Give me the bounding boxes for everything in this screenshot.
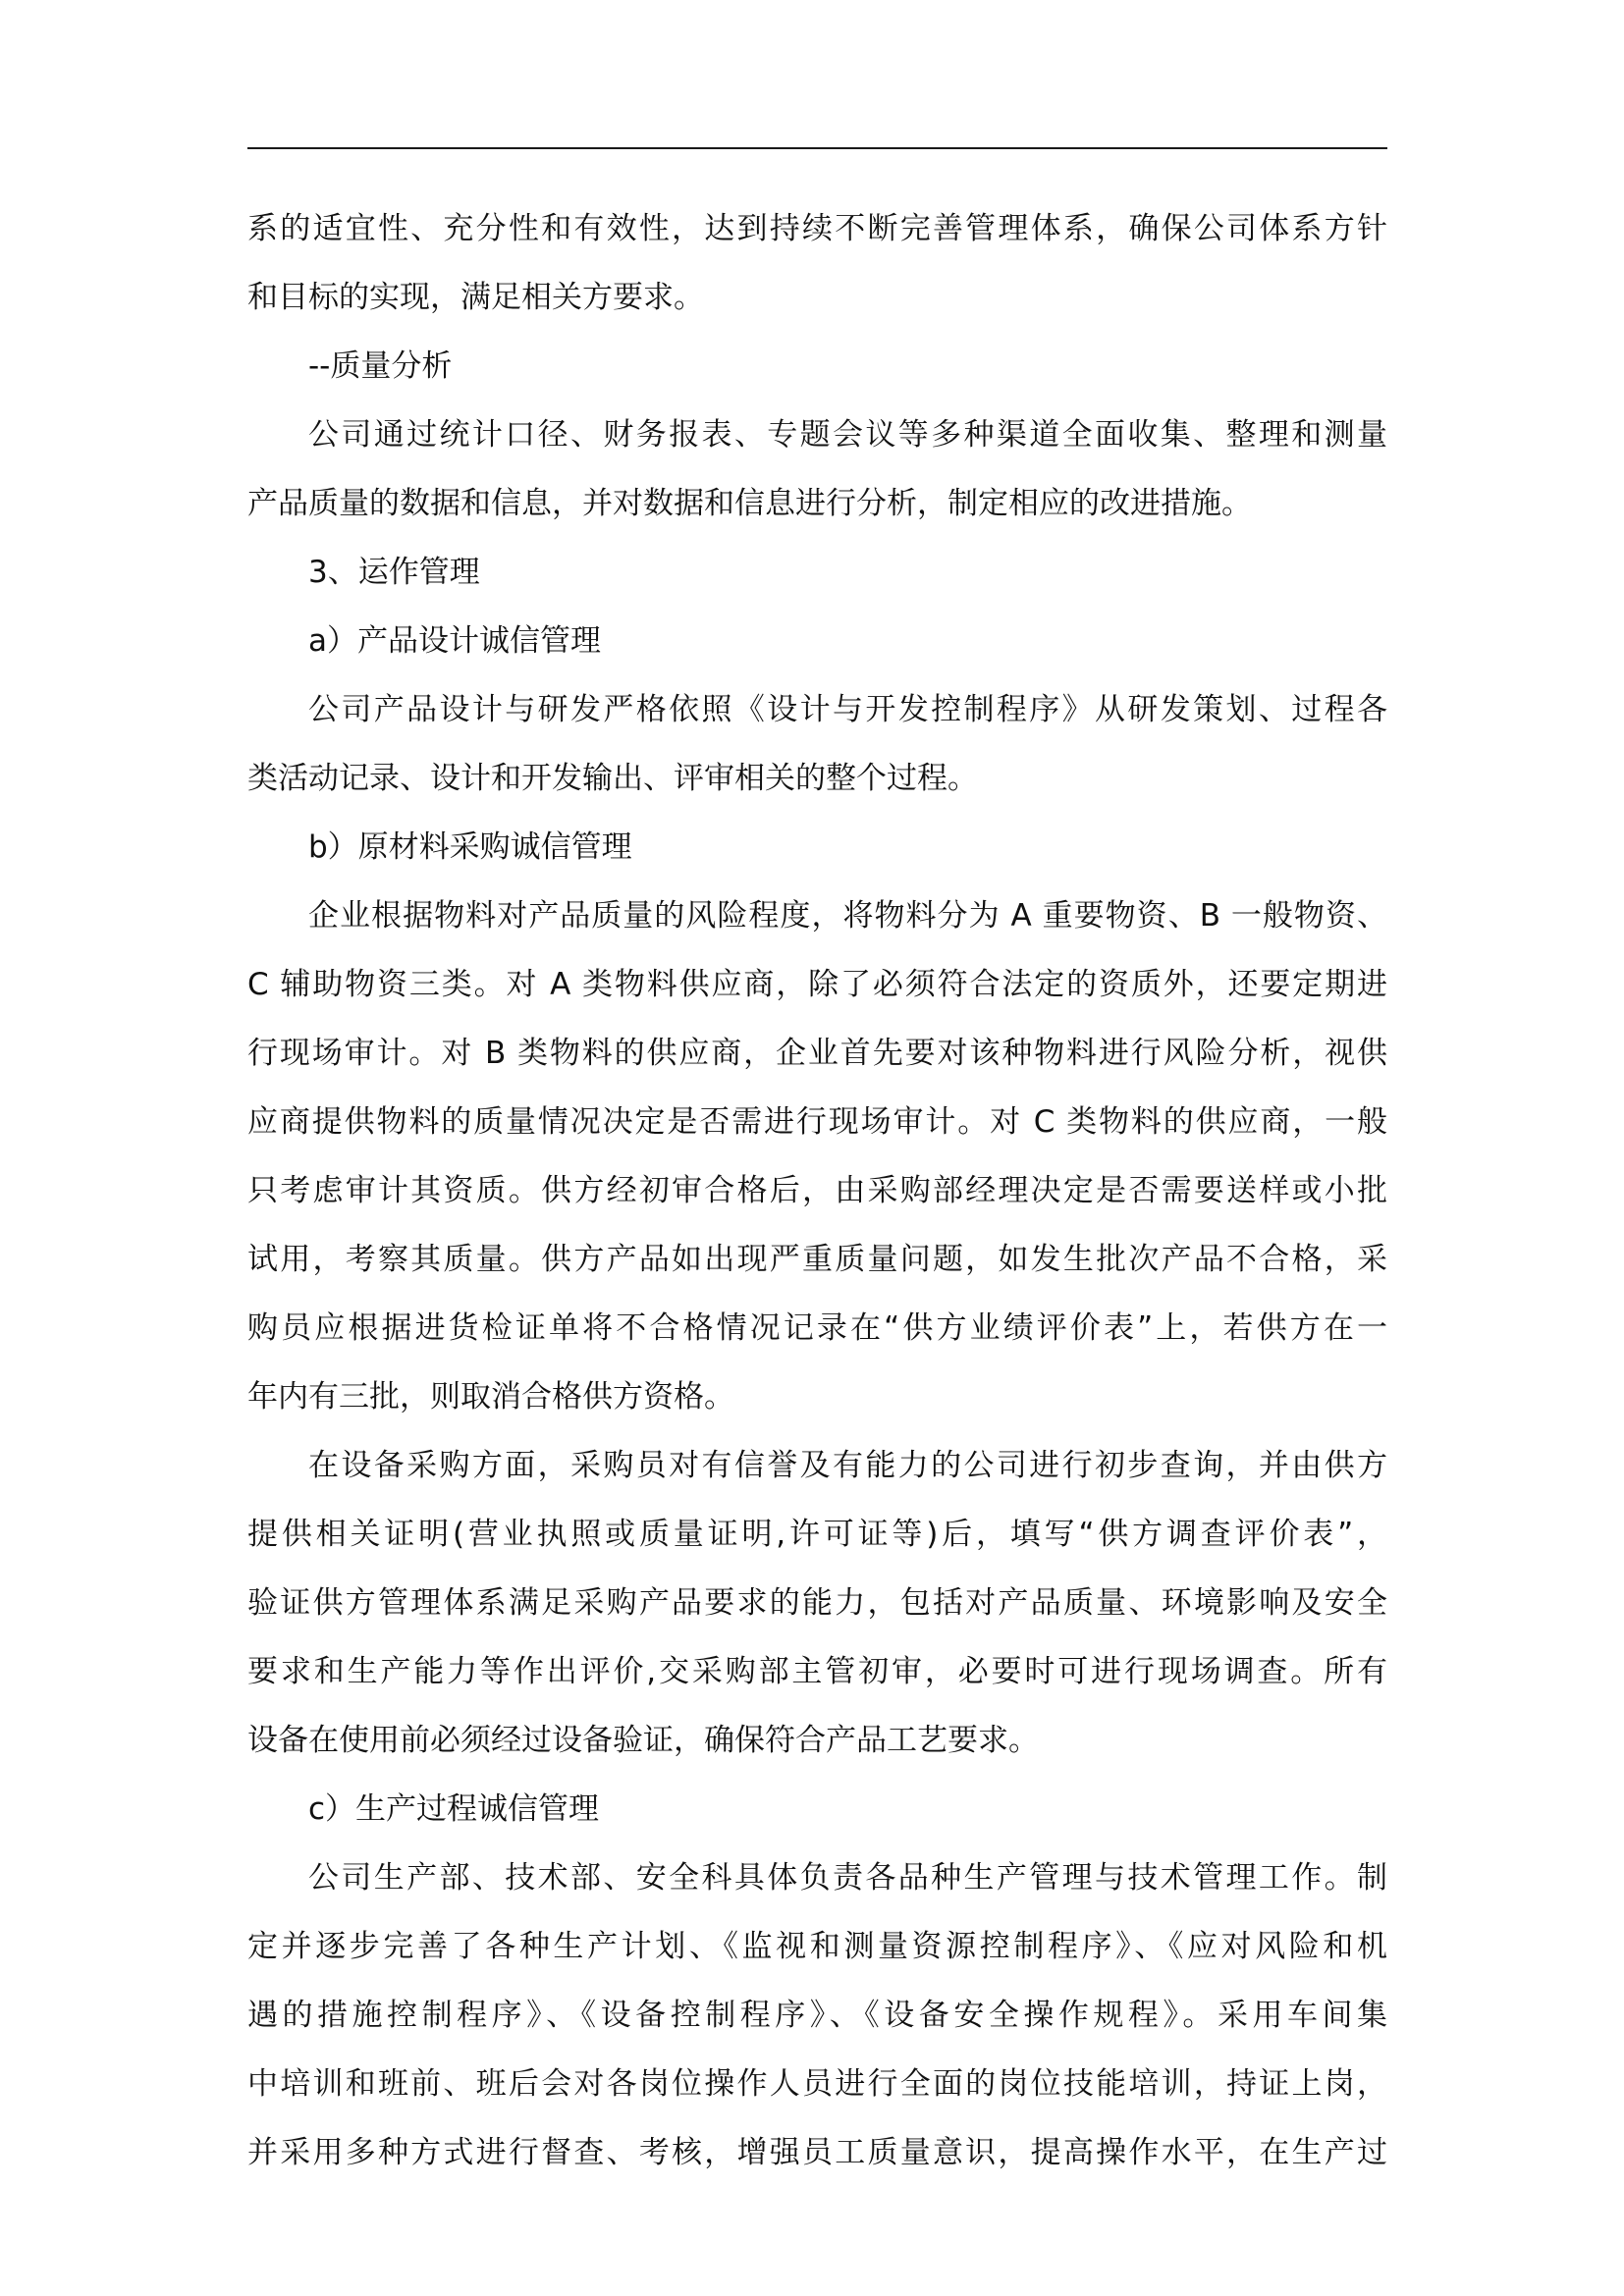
body-line: 产品质量的数据和信息，并对数据和信息进行分析，制定相应的改进措施。 [247,486,1252,521]
body-line: 购员应根据进货检证单将不合格情况记录在“供方业绩评价表”上，若供方在一 [247,1310,1387,1346]
document-body [247,194,1387,2187]
body-line: 验证供方管理体系满足采购产品要求的能力，包括对产品质量、环境影响及安全 [247,1585,1387,1621]
subsection-heading-design: a）产品设计诚信管理 [308,623,601,659]
body-line: 系的适宜性、充分性和有效性，达到持续不断完善管理体系，确保公司体系方针 [247,211,1387,246]
section-heading-operations: 3、运作管理 [308,555,480,590]
body-line: C 辅助物资三类。对 A 类物料供应商，除了必须符合法定的资质外，还要定期进 [247,967,1387,1002]
body-line: 应商提供物料的质量情况决定是否需进行现场审计。对 C 类物料的供应商，一般 [247,1104,1387,1140]
body-line: 类活动记录、设计和开发输出、评审相关的整个过程。 [247,761,978,796]
subsection-heading-procurement: b）原材料采购诚信管理 [308,829,632,865]
section-heading-quality-analysis: --质量分析 [308,348,453,384]
body-line: 和目标的实现，满足相关方要求。 [247,280,704,315]
body-line: 要求和生产能力等作出评价,交采购部主管初审，必要时可进行现场调查。所有 [247,1654,1387,1689]
body-line: 提供相关证明(营业执照或质量证明,许可证等)后，填写“供方调查评价表”， [247,1517,1387,1552]
body-line: 公司产品设计与研发严格依照《设计与开发控制程序》从研发策划、过程各 [308,692,1387,727]
body-line: 中培训和班前、班后会对各岗位操作人员进行全面的岗位技能培训，持证上岗， [247,2066,1387,2102]
body-line: 公司生产部、技术部、安全科具体负责各品种生产管理与技术管理工作。制 [308,1860,1387,1896]
subsection-heading-production: c）生产过程诚信管理 [308,1791,600,1827]
body-line: 年内有三批，则取消合格供方资格。 [247,1379,734,1415]
body-line: 并采用多种方式进行督查、考核，增强员工质量意识，提高操作水平，在生产过 [247,2135,1387,2170]
body-line: 只考虑审计其资质。供方经初审合格后，由采购部经理决定是否需要送样或小批 [247,1173,1387,1208]
body-line: 试用，考察其质量。供方产品如出现严重质量问题，如发生批次产品不合格，采 [247,1242,1387,1277]
body-line: 公司通过统计口径、财务报表、专题会议等多种渠道全面收集、整理和测量 [308,417,1387,453]
body-line: 遇的措施控制程序》、《设备控制程序》、《设备安全操作规程》。采用车间集 [247,1998,1387,2033]
header-rule [247,147,1387,149]
body-line: 设备在使用前必须经过设备验证，确保符合产品工艺要求。 [247,1723,1039,1758]
body-line: 行现场审计。对 B 类物料的供应商，企业首先要对该种物料进行风险分析，视供 [247,1036,1387,1071]
body-line: 在设备采购方面，采购员对有信誉及有能力的公司进行初步查询，并由供方 [308,1448,1387,1483]
body-line: 定并逐步完善了各种生产计划、《监视和测量资源控制程序》、《应对风险和机 [247,1929,1387,1964]
body-line: 企业根据物料对产品质量的风险程度，将物料分为 A 重要物资、B 一般物资、 [308,898,1387,934]
